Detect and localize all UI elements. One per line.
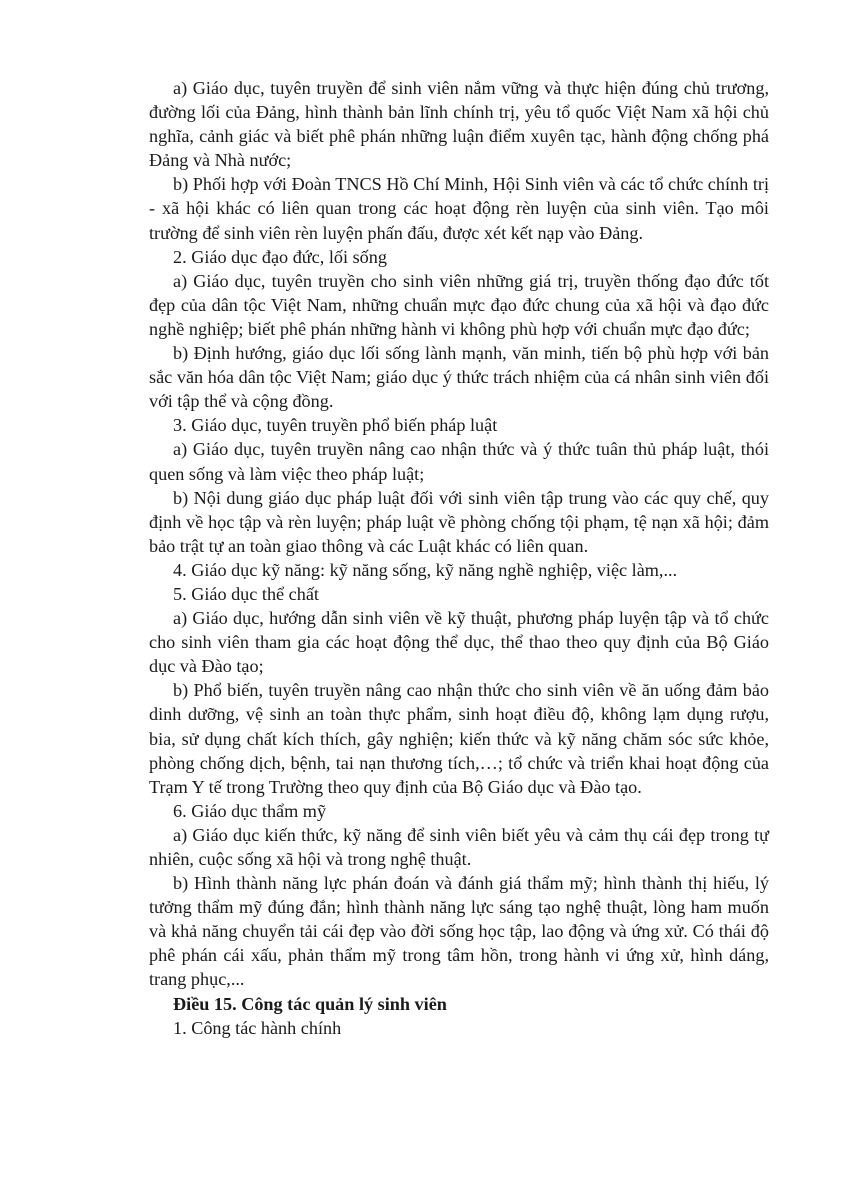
paragraph-2a-moral-values: a) Giáo dục, tuyên truyền cho sinh viên những giá trị, truyền thống đạo đức tốt đẹp của dân tộc Việt Nam, những chuẩn mực đạo đức chung của xã hội và đạo đức nghề nghiệp; biết phê phán những hành vi không phù hợp với chuẩn mực đạo đức; <box>149 270 769 339</box>
section-2-heading: 2. Giáo dục đạo đức, lối sống <box>173 246 387 267</box>
article-15-section-1-heading: 1. Công tác hành chính <box>173 1017 342 1038</box>
section-5-heading: 5. Giáo dục thể chất <box>173 583 319 604</box>
paragraph-2b-lifestyle: b) Định hướng, giáo dục lối sống lành mạnh, văn minh, tiến bộ phù hợp với bản sắc văn hóa dân tộc Việt Nam; giáo dục ý thức trách nhiệm của cá nhân sinh viên đối với tập thể và cộng đồng. <box>149 343 769 412</box>
paragraph-5a-physical-training: a) Giáo dục, hướng dẫn sinh viên về kỹ thuật, phương pháp luyện tập và tổ chức cho sinh viên tham gia các hoạt động thể dục, thể thao theo quy định của Bộ Giáo dục và Đào tạo; <box>149 608 769 677</box>
paragraph-6a-aesthetics-knowledge: a) Giáo dục kiến thức, kỹ năng để sinh viên biết yêu và cảm thụ cái đẹp trong tự nhiên, cuộc sống xã hội và trong nghệ thuật. <box>149 824 769 869</box>
section-3-heading: 3. Giáo dục, tuyên truyền phổ biến pháp luật <box>173 415 498 436</box>
paragraph-1a-political-education: a) Giáo dục, tuyên truyền để sinh viên nắm vững và thực hiện đúng chủ trương, đường lối của Đảng, hình thành bản lĩnh chính trị, yêu tổ quốc Việt Nam xã hội chủ nghĩa, cảnh giác và biết phê phán những luận điểm xuyên tạc, hành động chống phá Đảng và Nhà nước; <box>149 78 769 171</box>
paragraph-5b-health: b) Phổ biến, tuyên truyền nâng cao nhận thức cho sinh viên về ăn uống đảm bảo dinh dưỡng, vệ sinh an toàn thực phẩm, sinh hoạt điều độ, không lạm dụng rượu, bia, sử dụng chất kích thích, gây nghiện; kiến thức và kỹ năng chăm sóc sức khỏe, phòng chống dịch, bệnh, tai nạn thương tích,…; tổ chức và triển khai hoạt động của Trạm Y tế trong Trường theo quy định của Bộ Giáo dục và Đào tạo. <box>149 680 769 797</box>
paragraph-6b-aesthetics-ability: b) Hình thành năng lực phán đoán và đánh giá thẩm mỹ; hình thành thị hiếu, lý tưởng thẩm mỹ đúng đắn; hình thành năng lực sáng tạo nghệ thuật, lòng ham muốn và khả năng chuyển tải cái đẹp vào đời sống học tập, lao động và ứng xử. Có thái độ phê phán cái xấu, phản thẩm mỹ trong tâm hồn, trong hành vi ứng xử, hình dáng, trang phục,... <box>149 873 769 990</box>
document-page <box>149 76 769 1040</box>
section-6-heading: 6. Giáo dục thẩm mỹ <box>173 800 327 821</box>
paragraph-3b-law-content: b) Nội dung giáo dục pháp luật đối với sinh viên tập trung vào các quy chế, quy định về học tập và rèn luyện; pháp luật về phòng chống tội phạm, tệ nạn xã hội; đảm bảo trật tự an toàn giao thông và các Luật khác có liên quan. <box>149 487 769 556</box>
article-15-heading: Điều 15. Công tác quản lý sinh viên <box>173 993 447 1014</box>
section-4-heading: 4. Giáo dục kỹ năng: kỹ năng sống, kỹ năng nghề nghiệp, việc làm,... <box>173 559 678 580</box>
paragraph-1b-coordination: b) Phối hợp với Đoàn TNCS Hồ Chí Minh, Hội Sinh viên và các tổ chức chính trị - xã hội khác có liên quan trong các hoạt động rèn luyện của sinh viên. Tạo môi trường để sinh viên rèn luyện phấn đấu, được xét kết nạp vào Đảng. <box>149 174 769 243</box>
paragraph-3a-law-awareness: a) Giáo dục, tuyên truyền nâng cao nhận thức và ý thức tuân thủ pháp luật, thói quen sống và làm việc theo pháp luật; <box>149 439 769 484</box>
